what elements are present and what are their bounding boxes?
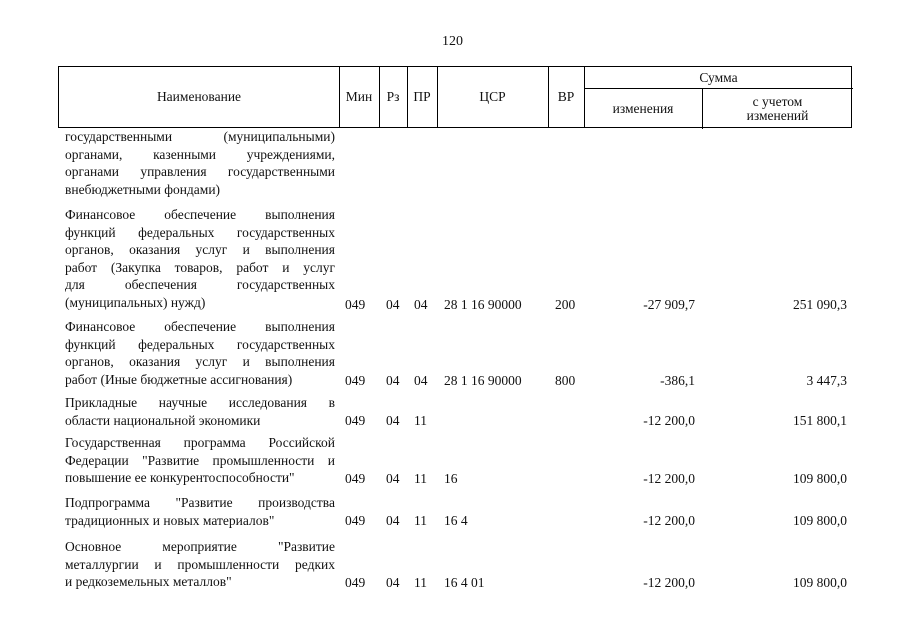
row-min: 049 (345, 471, 366, 486)
page-number: 120 (442, 34, 463, 49)
row-pr: 11 (414, 413, 427, 428)
row-vr: 800 (555, 373, 576, 388)
row-name: Государственная программа Российской Федерации "Развитие промышленности и повышение ее конкурентоспособности" (65, 435, 335, 485)
row-min: 049 (345, 373, 366, 388)
row-change: -12 200,0 (643, 575, 695, 590)
row-total: 109 800,0 (793, 471, 847, 486)
row-name: Финансовое обеспечение выполнения функций федеральных государственных органов, оказания услуг и выполнения работ (Иные бюджетные ассигнования) (65, 319, 335, 387)
row-name: Прикладные научные исследования в области национальной экономики (65, 395, 335, 428)
row-total: 109 800,0 (793, 513, 847, 528)
row-rz: 04 (386, 575, 400, 590)
header-with-change-line1: с учетом (752, 94, 803, 109)
header-rz: Рз (386, 89, 400, 104)
row-total: 151 800,1 (793, 413, 847, 428)
header-min: Мин (345, 89, 373, 104)
row-min: 049 (345, 513, 366, 528)
row-change: -12 200,0 (643, 471, 695, 486)
row-total: 251 090,3 (793, 297, 847, 312)
row-total: 109 800,0 (793, 575, 847, 590)
row-rz: 04 (386, 513, 400, 528)
row-min: 049 (345, 413, 366, 428)
header-sum: Сумма (699, 70, 738, 85)
row-change: -12 200,0 (643, 413, 695, 428)
row-pr: 11 (414, 575, 427, 590)
row-total: 3 447,3 (806, 373, 847, 388)
row-csr: 16 4 01 (444, 575, 485, 590)
header-name: Наименование (156, 89, 242, 104)
row-pr: 04 (414, 373, 428, 388)
row-csr: 16 4 (444, 513, 468, 528)
row-rz: 04 (386, 297, 400, 312)
row-csr: 28 1 16 90000 (444, 373, 522, 388)
table-header (58, 66, 852, 128)
row-pr: 11 (414, 471, 427, 486)
row-change: -12 200,0 (643, 513, 695, 528)
row-vr: 200 (555, 297, 576, 312)
row-rz: 04 (386, 413, 400, 428)
header-with-change-line2: изменений (746, 108, 809, 123)
row-rz: 04 (386, 373, 400, 388)
row-pr: 11 (414, 513, 427, 528)
row-name: Финансовое обеспечение выполнения функций федеральных государственных органов, оказания услуг и выполнения работ (Закупка товаров, работ и услуг для обеспечения государственных (муниципальных) нужд) (65, 207, 335, 310)
row-pr: 04 (414, 297, 428, 312)
row-change: -386,1 (660, 373, 695, 388)
row-rz: 04 (386, 471, 400, 486)
row-name: Подпрограмма "Развитие производства традиционных и новых материалов" (65, 495, 335, 528)
row-name: Основное мероприятие "Развитие металлургии и промышленности редких и редкоземельных металлов" (65, 539, 335, 589)
row-csr: 28 1 16 90000 (444, 297, 522, 312)
row-name: государственными (муниципальными) органами, казенными учреждениями, органами управления государственными внебюджетными фондами) (65, 129, 335, 197)
header-with-change (702, 89, 853, 129)
header-csr: ЦСР (479, 89, 506, 104)
header-pr: ПР (413, 89, 431, 104)
row-min: 049 (345, 575, 366, 590)
header-vr: ВР (557, 89, 575, 104)
row-change: -27 909,7 (643, 297, 695, 312)
header-change: изменения (612, 101, 674, 116)
row-csr: 16 (444, 471, 458, 486)
row-min: 049 (345, 297, 366, 312)
